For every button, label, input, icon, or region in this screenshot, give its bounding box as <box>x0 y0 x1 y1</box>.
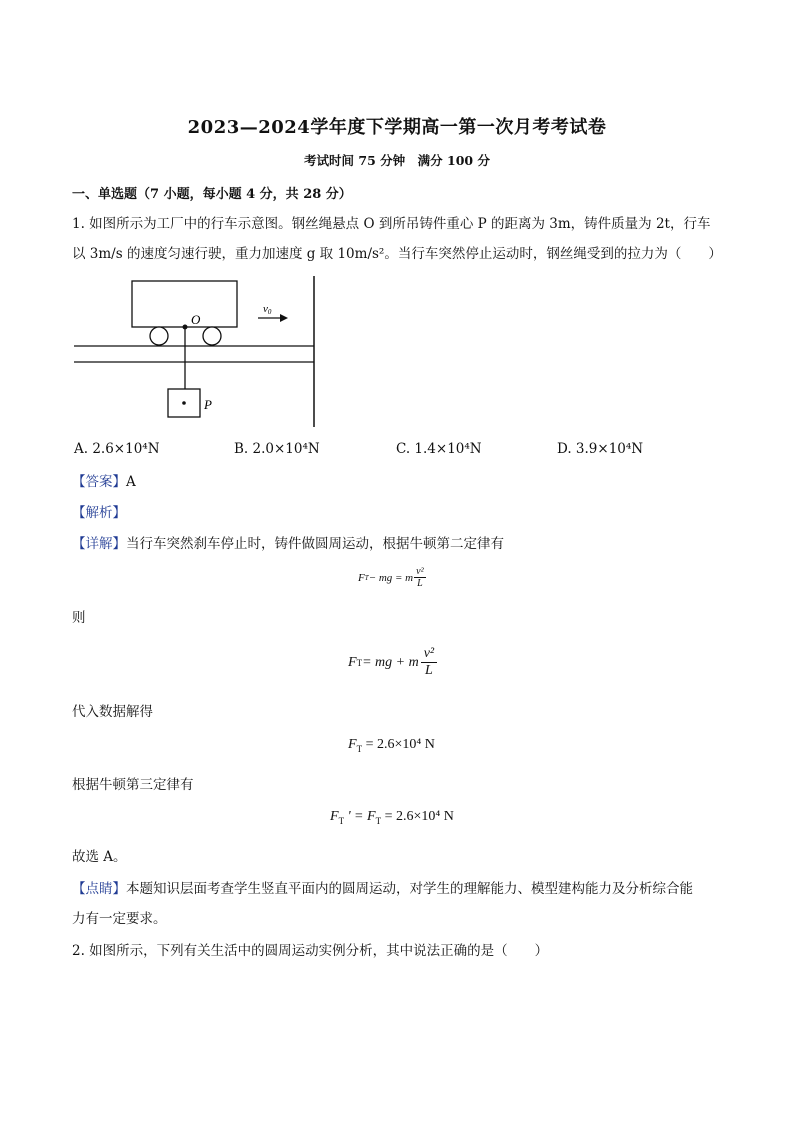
detail-text: 当行车突然刹车停止时，铸件做圆周运动，根据牛顿第二定律有 <box>126 536 504 552</box>
then-text: 则 <box>72 610 86 626</box>
third-law-text: 根据牛顿第三定律有 <box>72 777 194 793</box>
crane-diagram <box>70 272 330 432</box>
option-d: D. 3.9×10⁴N <box>557 441 644 457</box>
velocity-arrow-head <box>280 314 288 322</box>
option-c: C. 1.4×10⁴N <box>396 441 482 457</box>
detail-row <box>72 534 504 554</box>
label-v0: v0 <box>263 303 272 316</box>
option-a: A. 2.6×10⁴N <box>74 441 160 457</box>
analysis-tag: 【解析】 <box>72 505 126 521</box>
label-P: P <box>204 397 212 412</box>
formula-newton-second: F T − mg = m v² L <box>358 566 424 589</box>
trolley-wheel-right <box>203 327 221 345</box>
formula-third-law: $F_T$ ' = $F_T = 2.6\times 10^4$ N <box>330 809 454 826</box>
question-1-stem-line2: 以 3m/s 的速度匀速行驶，重力加速度 g 取 10m/s²。当行车突然停止运动时，钢丝绳受到的拉力为（ ） <box>72 246 722 262</box>
page-title: 2023—2024学年度下学期高一第一次月考考试卷 <box>187 117 607 138</box>
label-O: O <box>191 312 201 327</box>
question-1-stem-line1: 1. 如图所示为工厂中的行车示意图。钢丝绳悬点 O 到所吊铸件重心 P 的距离为 3m，铸件质量为 2t，行车 <box>72 216 711 232</box>
choose-text: 故选 A。 <box>72 849 127 865</box>
comment-row-1 <box>72 879 693 899</box>
formula-tension: F T = mg + m v² L <box>348 646 437 679</box>
question-2-stem: 2. 如图所示，下列有关生活中的圆周运动实例分析，其中说法正确的是（ ） <box>72 943 549 959</box>
comment-text-1: 本题知识层面考查学生竖直平面内的圆周运动，对学生的理解能力、模型建构能力及分析综合能 <box>126 881 693 897</box>
answer-value: A <box>126 474 136 490</box>
center-of-mass-P <box>182 401 186 405</box>
comment-tag: 【点睛】 <box>72 881 126 897</box>
comment-row-2: 力有一定要求。 <box>72 911 167 927</box>
substitute-text: 代入数据解得 <box>72 704 153 720</box>
answer-row <box>72 472 136 492</box>
option-b: B. 2.0×10⁴N <box>234 441 320 457</box>
trolley-body <box>132 281 237 327</box>
answer-tag: 【答案】 <box>72 474 126 490</box>
formula-result: $F_T = 2.6\times 10^4$ N <box>348 737 435 754</box>
section-title: 一、单选题（7 小题，每小题 4 分，共 28 分） <box>72 187 352 202</box>
detail-tag: 【详解】 <box>72 536 126 552</box>
exam-info: 考试时间 75 分钟 满分 100 分 <box>304 153 490 168</box>
trolley-wheel-left <box>150 327 168 345</box>
